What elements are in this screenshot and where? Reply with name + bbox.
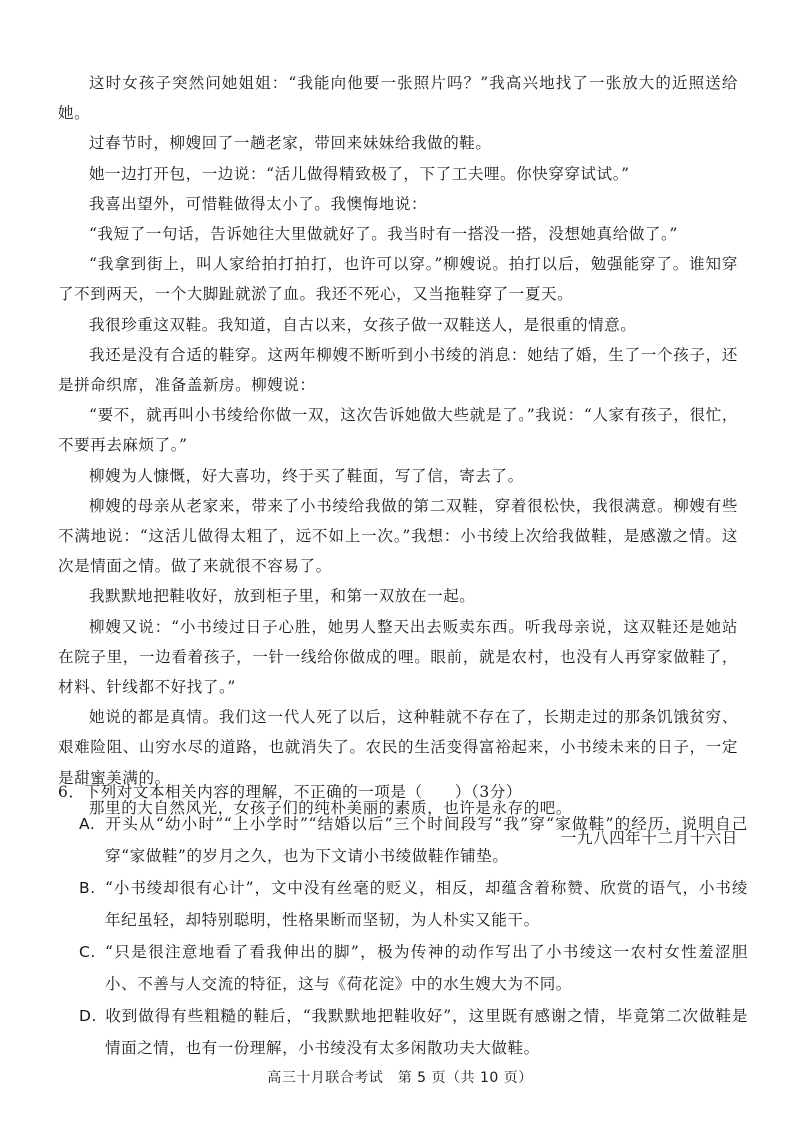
passage-paragraph: 这时女孩子突然问她姐姐：“我能向他要一张照片吗？”我高兴地找了一张放大的近照送给她。 xyxy=(58,74,738,123)
passage-paragraph: “要不，就再叫小书绫给你做一双，这次告诉她做大些就是了。”我说：“人家有孩子，很忙，不要再去麻烦了。” xyxy=(58,406,738,455)
option-c xyxy=(58,936,748,1000)
passage-paragraph: 我默默地把鞋收好，放到柜子里，和第一双放在一起。 xyxy=(89,587,476,606)
page-footer: 高三十月联合考试 第 5 页（共 10 页） xyxy=(267,1070,533,1086)
option-letter: D. xyxy=(79,1007,98,1025)
reading-passage xyxy=(58,68,738,853)
question-6 xyxy=(58,776,748,1064)
passage-paragraph: 那里的大自然风光，女孩子们的纯朴美丽的素质，也许是永存的吧。 xyxy=(89,798,573,817)
passage-paragraph: 我喜出望外，可惜鞋做得太小了。我懊悔地说： xyxy=(89,194,428,213)
option-d xyxy=(58,1000,748,1064)
passage-paragraph: 她说的都是真情。我们这一代人死了以后，这种鞋就不存在了，长期走过的那条饥饿贫穷、艰难险阻、山穷水尽的道路，也就消失了。农民的生活变得富裕起来，小书绫未来的日子，一定是甜蜜美满的。 xyxy=(58,708,738,787)
option-letter: C. xyxy=(79,943,96,961)
option-text: 收到做得有些粗糙的鞋后，“我默默地把鞋收好”，这里既有感谢之情，毕竟第二次做鞋是情面之情，也有一份理解，小书绫没有太多闲散功夫大做鞋。 xyxy=(105,1007,748,1057)
passage-paragraph: 柳嫂又说：“小书绫过日子心胜，她男人整天出去贩卖东西。听我母亲说，这双鞋还是她站在院子里，一边看着孩子，一针一线给你做成的哩。眼前，就是农村，也没有人再穿家做鞋了，材料、针线都不好找了。” xyxy=(58,617,738,697)
option-b xyxy=(58,872,748,936)
passage-paragraph: “我拿到街上，叫人家给拍打拍打，也许可以穿。”柳嫂说。拍打以后，勉强能穿了。谁知穿了不到两天，一个大脚趾就淤了血。我还不死心，又当拖鞋穿了一夏天。 xyxy=(58,255,738,304)
passage-paragraph: 过春节时，柳嫂回了一趟老家，带回来妹妹给我做的鞋。 xyxy=(89,134,492,153)
passage-paragraph: “我短了一句话，告诉她往大里做就好了。我当时有一搭没一搭，没想她真给做了。” xyxy=(89,225,678,244)
passage-paragraph: 我很珍重这双鞋。我知道，自古以来，女孩子做一双鞋送人，是很重的情意。 xyxy=(89,315,637,334)
passage-paragraph: 柳嫂为人慷慨，好大喜功，终于买了鞋面，写了信，寄去了。 xyxy=(89,466,524,485)
option-letter: B. xyxy=(79,879,96,897)
question-stem: 6．下列对文本相关内容的理解，不正确的一项是（ ）（3分） xyxy=(58,783,522,801)
option-a xyxy=(58,808,748,872)
passage-paragraph: 柳嫂的母亲从老家来，带来了小书绫给我做的第二双鞋，穿着很松快，我很满意。柳嫂有些不满地说：“这活儿做得太粗了，远不如上一次。”我想：小书绫上次给我做鞋，是感激之情。这次是情面之情。做了来就很不容易了。 xyxy=(58,496,738,576)
option-text: “只是很注意地看了看我伸出的脚”，极为传神的动作写出了小书绫这一农村女性羞涩胆小、不善与人交流的特征，这与《荷花淀》中的水生嫂大为不同。 xyxy=(105,943,748,993)
option-letter: A. xyxy=(79,815,96,833)
passage-date: 一九八四年十二月十六日 xyxy=(560,829,738,848)
passage-paragraph: 她一边打开包，一边说：“活儿做得精致极了，下了工夫哩。你快穿穿试试。” xyxy=(89,164,630,183)
passage-paragraph: 我还是没有合适的鞋穿。这两年柳嫂不断听到小书绫的消息：她结了婚，生了一个孩子，还是拼命织席，准备盖新房。柳嫂说： xyxy=(58,345,738,395)
option-text: 开头从“幼小时”“上小学时”“结婚以后”三个时间段写“我”穿“家做鞋”的经历，说明自己穿“家做鞋”的岁月之久，也为下文请小书绫做鞋作铺垫。 xyxy=(105,815,748,865)
option-text: “小书绫却很有心计”，文中没有丝毫的贬义，相反，却蕴含着称赞、欣赏的语气，小书绫年纪虽轻，却特别聪明，性格果断而坚韧，为人朴实又能干。 xyxy=(105,879,748,929)
